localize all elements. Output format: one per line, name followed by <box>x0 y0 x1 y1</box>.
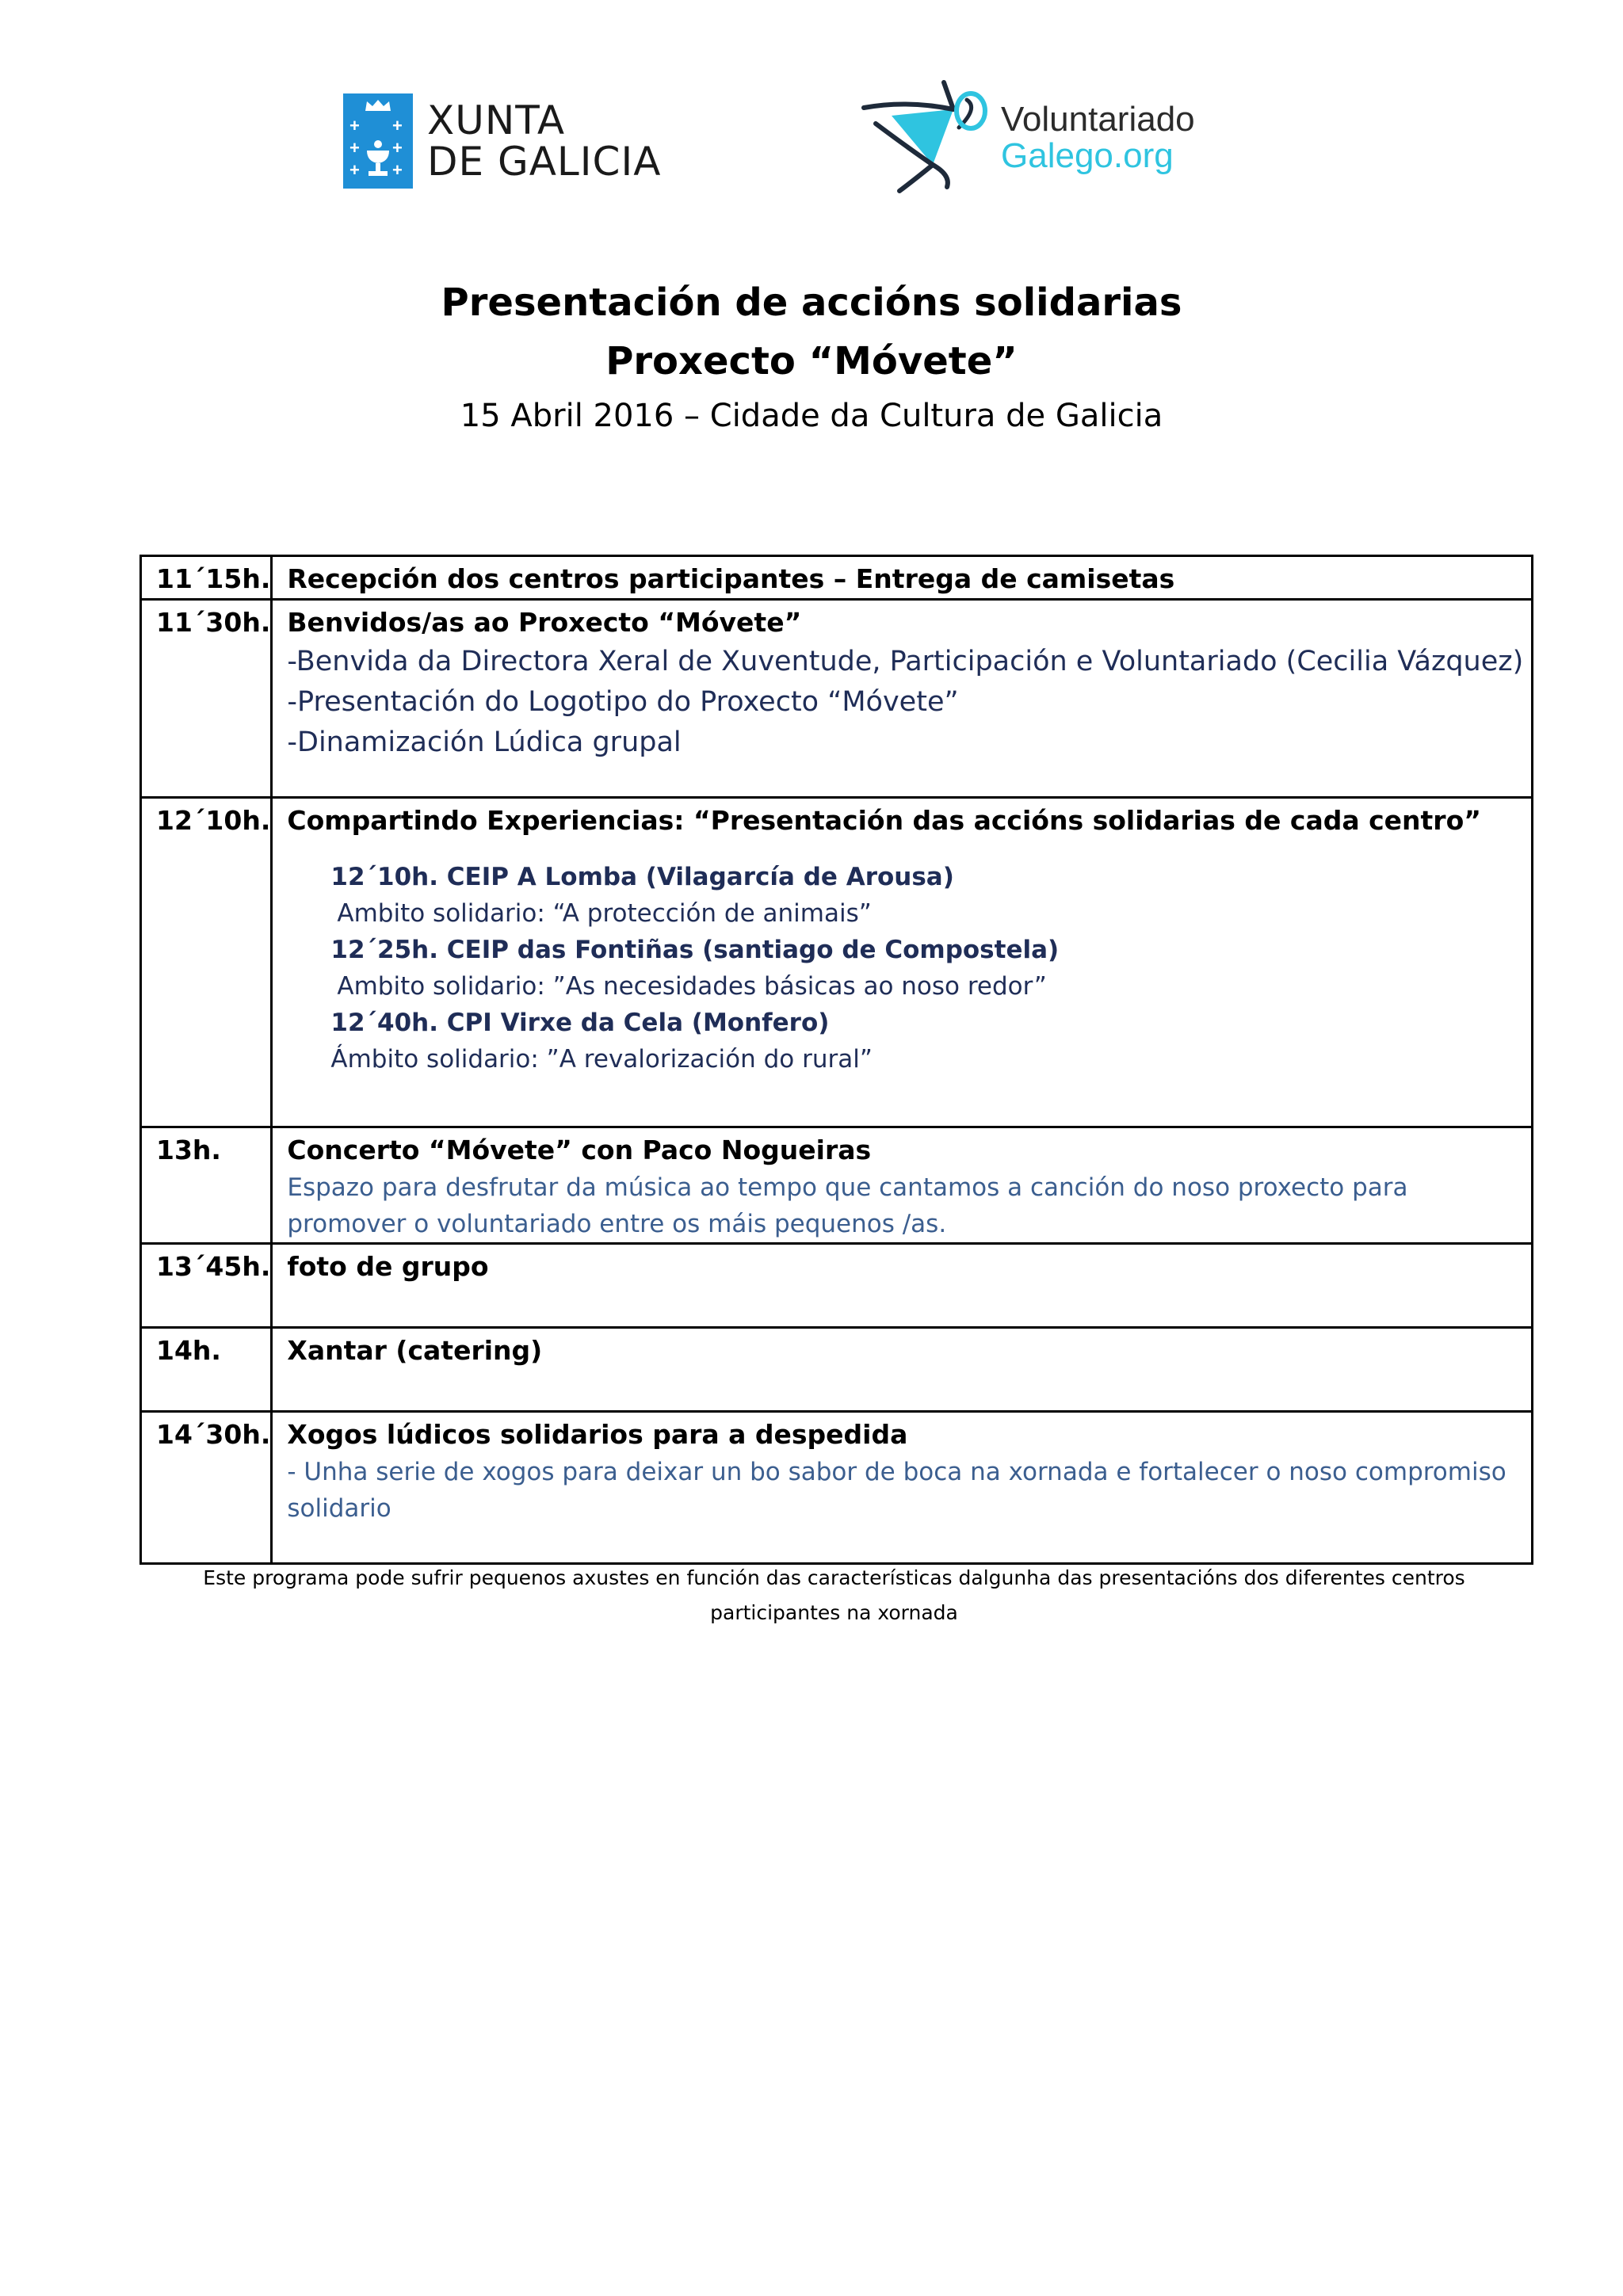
xunta-logo <box>343 93 661 189</box>
row-title: Compartindo Experiencias: “Presentación das accións solidarias de cada centro” <box>287 805 1481 836</box>
vol-wordmark-line1: Voluntariado <box>1001 100 1195 139</box>
row-item: -Presentación do Logotipo do Proxecto “Móvete” <box>287 686 959 718</box>
centre-title: 12´25h. CEIP das Fontiñas (santiago de Compostela) <box>330 936 1060 964</box>
row-title: Xogos lúdicos solidarios para a despedida <box>287 1419 908 1450</box>
title-block <box>0 273 1623 441</box>
footer-line: participantes na xornada <box>710 1601 958 1624</box>
row-description: - Unha serie de xogos para deixar un bo sabor de boca na xornada e fortalecer o noso compromiso solidario <box>287 1458 1507 1523</box>
row-item: -Dinamización Lúdica grupal <box>287 727 682 758</box>
centre-description: Ambito solidario: “A protección de animais” <box>337 899 872 928</box>
row-title: Xantar (catering) <box>287 1335 543 1366</box>
table-row <box>141 1244 1533 1328</box>
project-title: Proxecto “Móvete” <box>605 339 1018 383</box>
table-row <box>141 798 1533 1127</box>
row-title: Recepción dos centros participantes – Entrega de camisetas <box>287 563 1175 594</box>
row-item: -Benvida da Directora Xeral de Xuventude, Participación e Voluntariado (Cecilia Vázquez) <box>287 646 1524 677</box>
footer-note <box>139 1561 1529 1630</box>
vol-wordmark-line2: Galego.org <box>1001 136 1174 175</box>
row-title: foto de grupo <box>287 1251 489 1282</box>
row-time: 11´15h. <box>156 563 271 594</box>
table-row <box>141 1127 1533 1244</box>
figure-icon <box>860 76 1002 195</box>
xunta-wordmark: XUNTA DE GALICIA <box>427 97 662 185</box>
row-title: Benvidos/as ao Proxecto “Móvete” <box>287 607 802 638</box>
footer-line: Este programa pode sufrir pequenos axustes en función das características dalgunha das presentacións dos diferentes centros <box>203 1566 1465 1589</box>
table-row <box>141 556 1533 600</box>
chalice-icon <box>361 139 395 179</box>
voluntariado-logo <box>860 76 1209 195</box>
centre-description: Ámbito solidario: ”A revalorización do rural” <box>330 1045 873 1074</box>
table-row <box>141 600 1533 798</box>
page-title: Presentación de accións solidarias <box>441 280 1182 325</box>
row-time: 12´10h. <box>156 805 271 836</box>
xunta-shield-icon: + + + + + + <box>343 93 413 189</box>
centre-description: Ambito solidario: ”As necesidades básicas ao noso redor” <box>337 972 1047 1001</box>
centre-title: 12´40h. CPI Virxe da Cela (Monfero) <box>330 1009 830 1037</box>
row-time: 13h. <box>156 1135 221 1165</box>
row-time: 14´30h. <box>156 1419 271 1450</box>
event-date-location: 15 Abril 2016 – Cidade da Cultura de Galicia <box>460 398 1163 434</box>
schedule-table <box>139 555 1533 1565</box>
row-time: 11´30h. <box>156 607 271 638</box>
centre-list <box>287 859 1523 1077</box>
row-time: 14h. <box>156 1335 221 1366</box>
row-time: 13´45h. <box>156 1251 271 1282</box>
table-row <box>141 1328 1533 1412</box>
table-row <box>141 1412 1533 1564</box>
row-title: Concerto “Móvete” con Paco Nogueiras <box>287 1135 872 1165</box>
centre-title: 12´10h. CEIP A Lomba (Vilagarcía de Arousa) <box>330 863 954 891</box>
crown-icon <box>364 98 392 113</box>
row-description: Espazo para desfrutar da música ao tempo que cantamos a canción do noso proxecto para promover o voluntariado entre os máis pequenos /as. <box>287 1173 1408 1238</box>
